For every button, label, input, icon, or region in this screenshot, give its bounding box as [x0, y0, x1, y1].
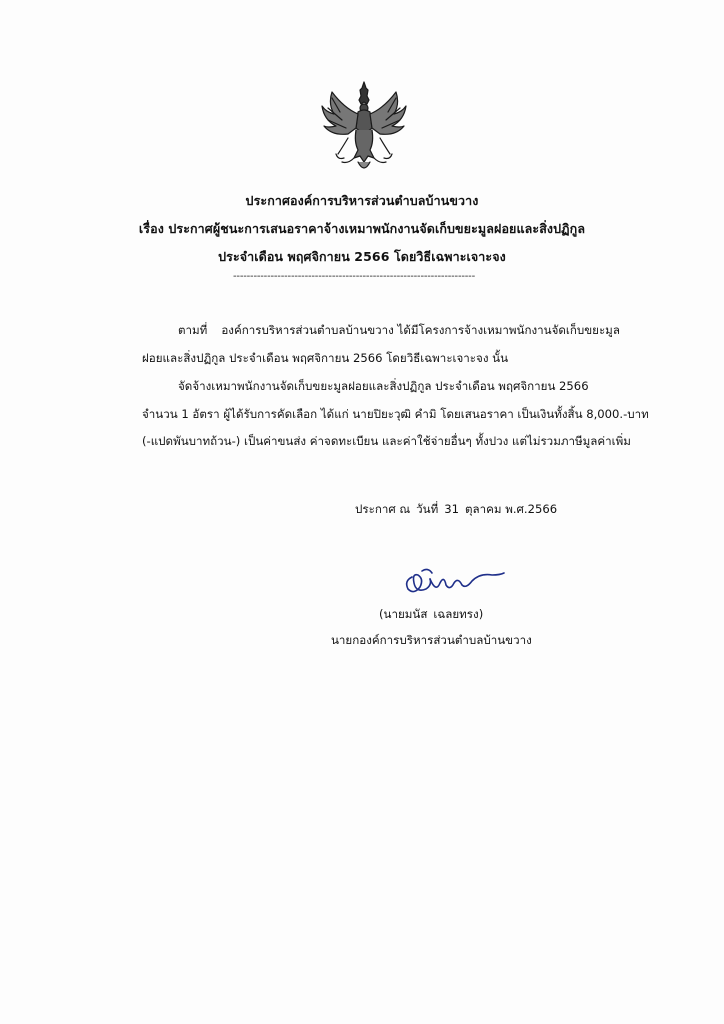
- signature-image: [400, 563, 508, 599]
- signatory-name: [379, 606, 483, 624]
- garuda-emblem-icon: [318, 78, 410, 178]
- paragraph-2-line-3: (-แปดพันบาทถ้วน-) เป็นค่าขนส่ง ค่าจดทะเบียน และค่าใช้จ่ายอื่นๆ ทั้งปวง แต่ไม่รวมภาษีมูลค่าเพิ่ม: [142, 434, 631, 448]
- announcement-date-prefix: ประกาศ ณ: [355, 502, 411, 516]
- announcement-month-year: ตุลาคม พ.ศ.2566: [465, 502, 558, 516]
- announcement-period: ประจำเดือน พฤศจิกายน 2566 โดยวิธีเฉพาะเจาะจง: [218, 249, 506, 264]
- paragraph-1-text: องค์การบริหารส่วนตำบลบ้านขวาง ได้มีโครงการจ้างเหมาพนักงานจัดเก็บขยะมูล: [221, 323, 620, 337]
- paragraph-1-prefix: ตามที่: [178, 323, 208, 337]
- heading-divider: -----------------------------------------------------------------------: [233, 272, 475, 282]
- announcement-subject: เรื่อง ประกาศผู้ชนะการเสนอราคาจ้างเหมาพนักงานจัดเก็บขยะมูลฝอยและสิ่งปฏิกูล: [138, 221, 586, 236]
- announcement-date: [355, 501, 557, 519]
- paragraph-1-line-2: ฝอยและสิ่งปฏิกูล ประจำเดือน พฤศจิกายน 2566 โดยวิธีเฉพาะเจาะจง นั้น: [142, 351, 509, 365]
- signatory-name-last: เฉลยทรง): [433, 607, 484, 621]
- announcement-title: ประกาศองค์การบริหารส่วนตำบลบ้านขวาง: [245, 193, 479, 208]
- announcement-day-label: วันที่: [416, 502, 439, 516]
- paragraph-2-line-2: จำนวน 1 อัตรา ผู้ได้รับการคัดเลือก ได้แก่ นายปิยะวุฒิ คำมิ โดยเสนอราคา เป็นเงินทั้งสิ้น 8,000.-บาท: [142, 407, 649, 421]
- signatory-name-first: (นายมนัส: [379, 607, 428, 621]
- announcement-day: 31: [444, 502, 459, 516]
- paragraph-1-line-1: [178, 322, 620, 340]
- signatory-title: นายกองค์การบริหารส่วนตำบลบ้านขวาง: [331, 633, 532, 647]
- paragraph-2-line-1: จัดจ้างเหมาพนักงานจัดเก็บขยะมูลฝอยและสิ่งปฏิกูล ประจำเดือน พฤศจิกายน 2566: [178, 379, 589, 393]
